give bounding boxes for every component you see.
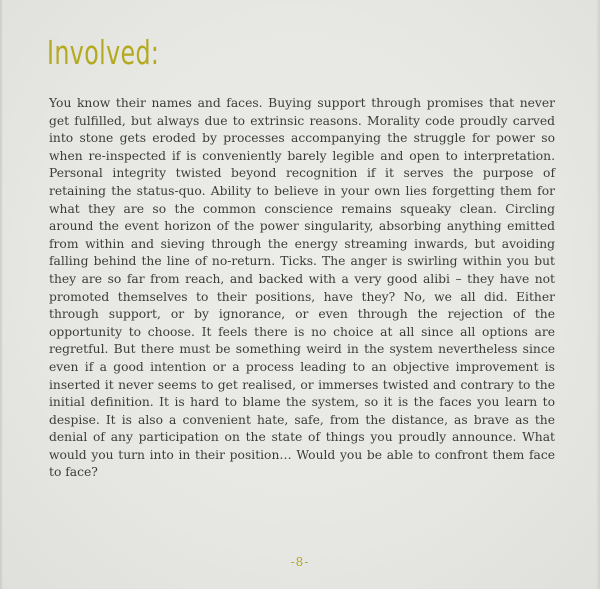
page-number: -8- xyxy=(290,555,310,569)
page-edge-left xyxy=(0,0,3,589)
page-title: Involved: xyxy=(47,33,160,72)
page-edge-right xyxy=(596,0,600,589)
body-paragraph: You know their names and faces. Buying support through promises that never get fulfilled, but always due to extrinsic reasons. Morality code proudly carved into stone gets eroded by processes accompanying the struggle for power so when re-inspected if is conveniently barely legible and open to interpretation. Personal integrity twisted beyond recognition if it serves the purpose of retaining the status-quo. Ability to believe in your own lies forgetting them for what they are so the common conscience remains squeaky clean. Circling around the event horizon of the power singularity, absorbing anything emitted from within and sieving through the energy streaming inwards, but avoiding falling behind the line of no-return. Ticks. The anger is swirling within you but they are so far from reach, and backed with a very good alibi – they have not promoted themselves to their positions, have they? No, we all did. Either through support, or by ignorance, or even through the rejection of the opportunity to choose. It feels there is no choice at all since all options are regretful. But there must be something weird in the system nevertheless since even if a good intention or a process leading to an objective improvement is inserted it never seems to get realised, or immerses twisted and contrary to the initial definition. It is hard to blame the system, so it is the faces you learn to despise. It is also a convenient hate, safe, from the distance, as brave as the denial of any participation on the state of things you proudly announce. What would you turn into in their position… Would you be able to confront them face to face? xyxy=(49,96,555,480)
